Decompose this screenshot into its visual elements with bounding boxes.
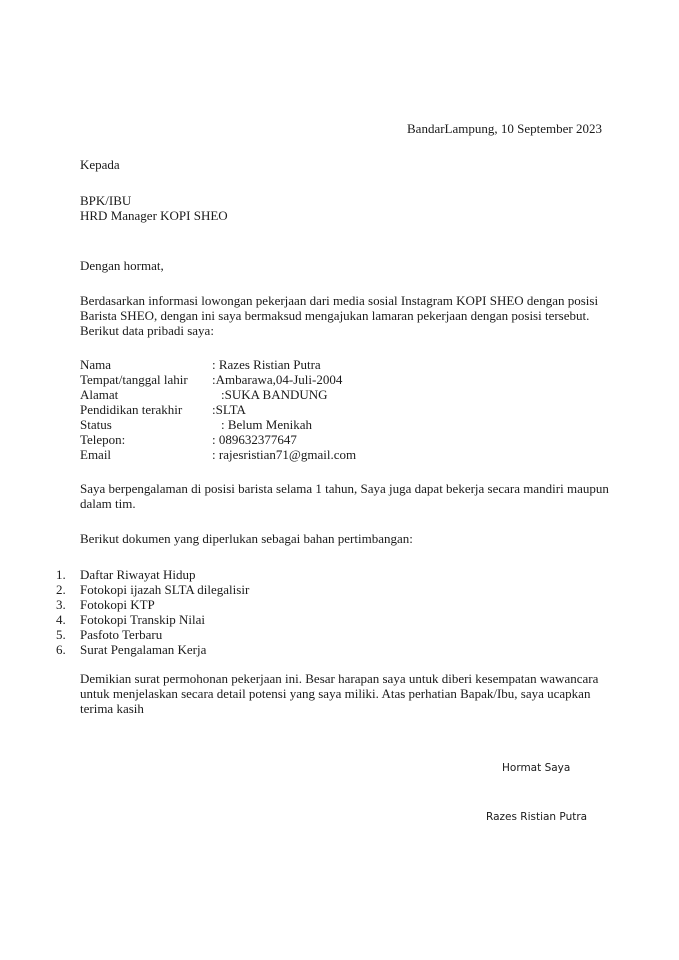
recipient-line: BPK/IBU	[80, 193, 132, 208]
list-number: 5.	[56, 627, 66, 642]
field-value: :SLTA	[212, 402, 246, 417]
signer-name: Razes Ristian Putra	[486, 811, 588, 823]
intro-line: Berikut data pribadi saya:	[80, 323, 214, 338]
closing-paragraph	[80, 671, 605, 716]
list-text: Fotokopi KTP	[80, 597, 155, 612]
field-label: Alamat	[80, 387, 119, 402]
closing-line: terima kasih	[80, 701, 144, 716]
field-value: : rajesristian71@gmail.com	[212, 447, 357, 462]
field-label: Email	[80, 447, 112, 462]
greeting-to: Kepada	[80, 157, 120, 172]
list-number: 1.	[56, 567, 66, 582]
intro-line: Berdasarkan informasi lowongan pekerjaan dari media sosial Instagram KOPI SHEO dengan posisi	[80, 293, 599, 308]
intro-paragraph	[80, 293, 605, 338]
list-number: 4.	[56, 612, 66, 627]
intro-line: Barista SHEO, dengan ini saya bermaksud mengajukan lamaran pekerjaan dengan posisi tersebut.	[80, 308, 590, 323]
field-label: Status	[80, 417, 112, 432]
experience-line: Saya berpengalaman di posisi barista selama 1 tahun, Saya juga dapat bekerja secara mandiri maupun	[80, 481, 609, 496]
experience-paragraph	[80, 481, 609, 511]
list-text: Pasfoto Terbaru	[80, 627, 163, 642]
list-number: 2.	[56, 582, 66, 597]
list-text: Surat Pengalaman Kerja	[80, 642, 207, 657]
field-value: :Ambarawa,04-Juli-2004	[212, 372, 343, 387]
field-value: : Razes Ristian Putra	[212, 357, 321, 372]
list-number: 3.	[56, 597, 66, 612]
field-label: Nama	[80, 357, 112, 372]
field-label: Tempat/tanggal lahir	[80, 372, 188, 387]
experience-line: dalam tim.	[80, 496, 136, 511]
field-label: Pendidikan terakhir	[80, 402, 183, 417]
list-text: Fotokopi Transkip Nilai	[80, 612, 205, 627]
date-line: BandarLampung, 10 September 2023	[407, 121, 602, 136]
sign-off: Hormat Saya	[502, 762, 571, 774]
field-value: :SUKA BANDUNG	[221, 387, 328, 402]
list-text: Fotokopi ijazah SLTA dilegalisir	[80, 582, 250, 597]
field-value: : Belum Menikah	[221, 417, 312, 432]
salutation: Dengan hormat,	[80, 258, 164, 273]
field-value: : 089632377647	[212, 432, 297, 447]
list-text: Daftar Riwayat Hidup	[80, 567, 196, 582]
closing-line: untuk menjelaskan secara detail potensi yang saya miliki. Atas perhatian Bapak/Ibu, saya ucapkan	[80, 686, 591, 701]
field-label: Telepon:	[80, 432, 126, 447]
closing-line: Demikian surat permohonan pekerjaan ini. Besar harapan saya untuk diberi kesempatan wawancara	[80, 671, 599, 686]
documents-intro: Berikut dokumen yang diperlukan sebagai bahan pertimbangan:	[80, 531, 413, 546]
recipient-line: HRD Manager KOPI SHEO	[80, 208, 228, 223]
list-number: 6.	[56, 642, 66, 657]
recipient-block	[80, 193, 605, 223]
